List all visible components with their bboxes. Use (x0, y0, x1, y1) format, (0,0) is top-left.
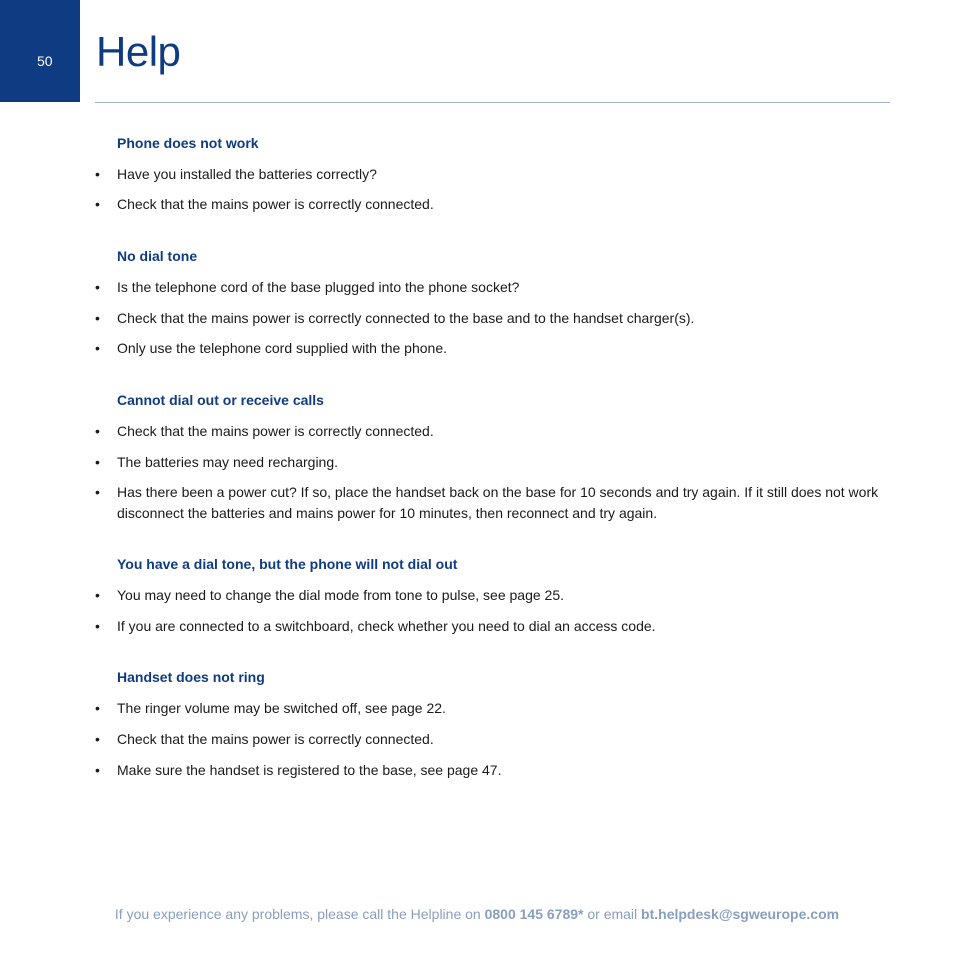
bullet-icon: • (95, 700, 100, 716)
list-item-text: Check that the mains power is correctly connected. (117, 196, 434, 212)
helpline-footer (0, 906, 954, 922)
helpdesk-email-link[interactable]: bt.helpdesk@sgweurope.com (641, 906, 840, 922)
section-heading: You have a dial tone, but the phone will not dial out (117, 556, 458, 572)
section-heading: No dial tone (117, 248, 198, 264)
bullet-icon: • (95, 587, 100, 603)
list-item-text: Is the telephone cord of the base plugged into the phone socket? (117, 279, 520, 295)
list-item-text: Check that the mains power is correctly connected. (117, 731, 434, 747)
header-divider (95, 102, 890, 103)
list-item-text: If you are connected to a switchboard, check whether you need to dial an access code. (117, 618, 656, 634)
footer-text: or email (583, 906, 642, 922)
list-item-text: Check that the mains power is correctly connected to the base and to the handset charger(s). (117, 310, 695, 326)
list-item-text: The batteries may need recharging. (117, 454, 339, 470)
page-number: 50 (37, 53, 53, 69)
bullet-icon: • (95, 731, 100, 747)
list-item-text: Make sure the handset is registered to the base, see page 47. (117, 762, 502, 778)
bullet-icon: • (95, 279, 100, 295)
section-heading: Handset does not ring (117, 669, 265, 685)
helpline-phone-number: 0800 145 6789* (484, 906, 584, 922)
bullet-icon: • (95, 484, 100, 500)
bullet-icon: • (95, 166, 100, 182)
list-item-text: You may need to change the dial mode from tone to pulse, see page 25. (117, 587, 565, 603)
list-item-text: Have you installed the batteries correctly? (117, 166, 377, 182)
bullet-icon: • (95, 310, 100, 326)
list-item-text: Check that the mains power is correctly connected. (117, 423, 434, 439)
bullet-icon: • (95, 618, 100, 634)
bullet-icon: • (95, 196, 100, 212)
list-item-text: Only use the telephone cord supplied with the phone. (117, 340, 448, 356)
list-item-text: The ringer volume may be switched off, see page 22. (117, 700, 446, 716)
bullet-icon: • (95, 340, 100, 356)
bullet-icon: • (95, 423, 100, 439)
footer-text: If you experience any problems, please call the Helpline on (114, 906, 485, 922)
section-heading: Phone does not work (117, 135, 259, 151)
bullet-icon: • (95, 454, 100, 470)
bullet-icon: • (95, 762, 100, 778)
section-heading: Cannot dial out or receive calls (117, 392, 324, 408)
list-item-text: Has there been a power cut? If so, place the handset back on the base for 10 seconds and try again. If it still does not work disconnect the batteries and mains power for 10 minutes, then reconnect and try again. (117, 484, 879, 521)
page-title: Help (96, 28, 181, 75)
page-number-tab (0, 0, 80, 102)
